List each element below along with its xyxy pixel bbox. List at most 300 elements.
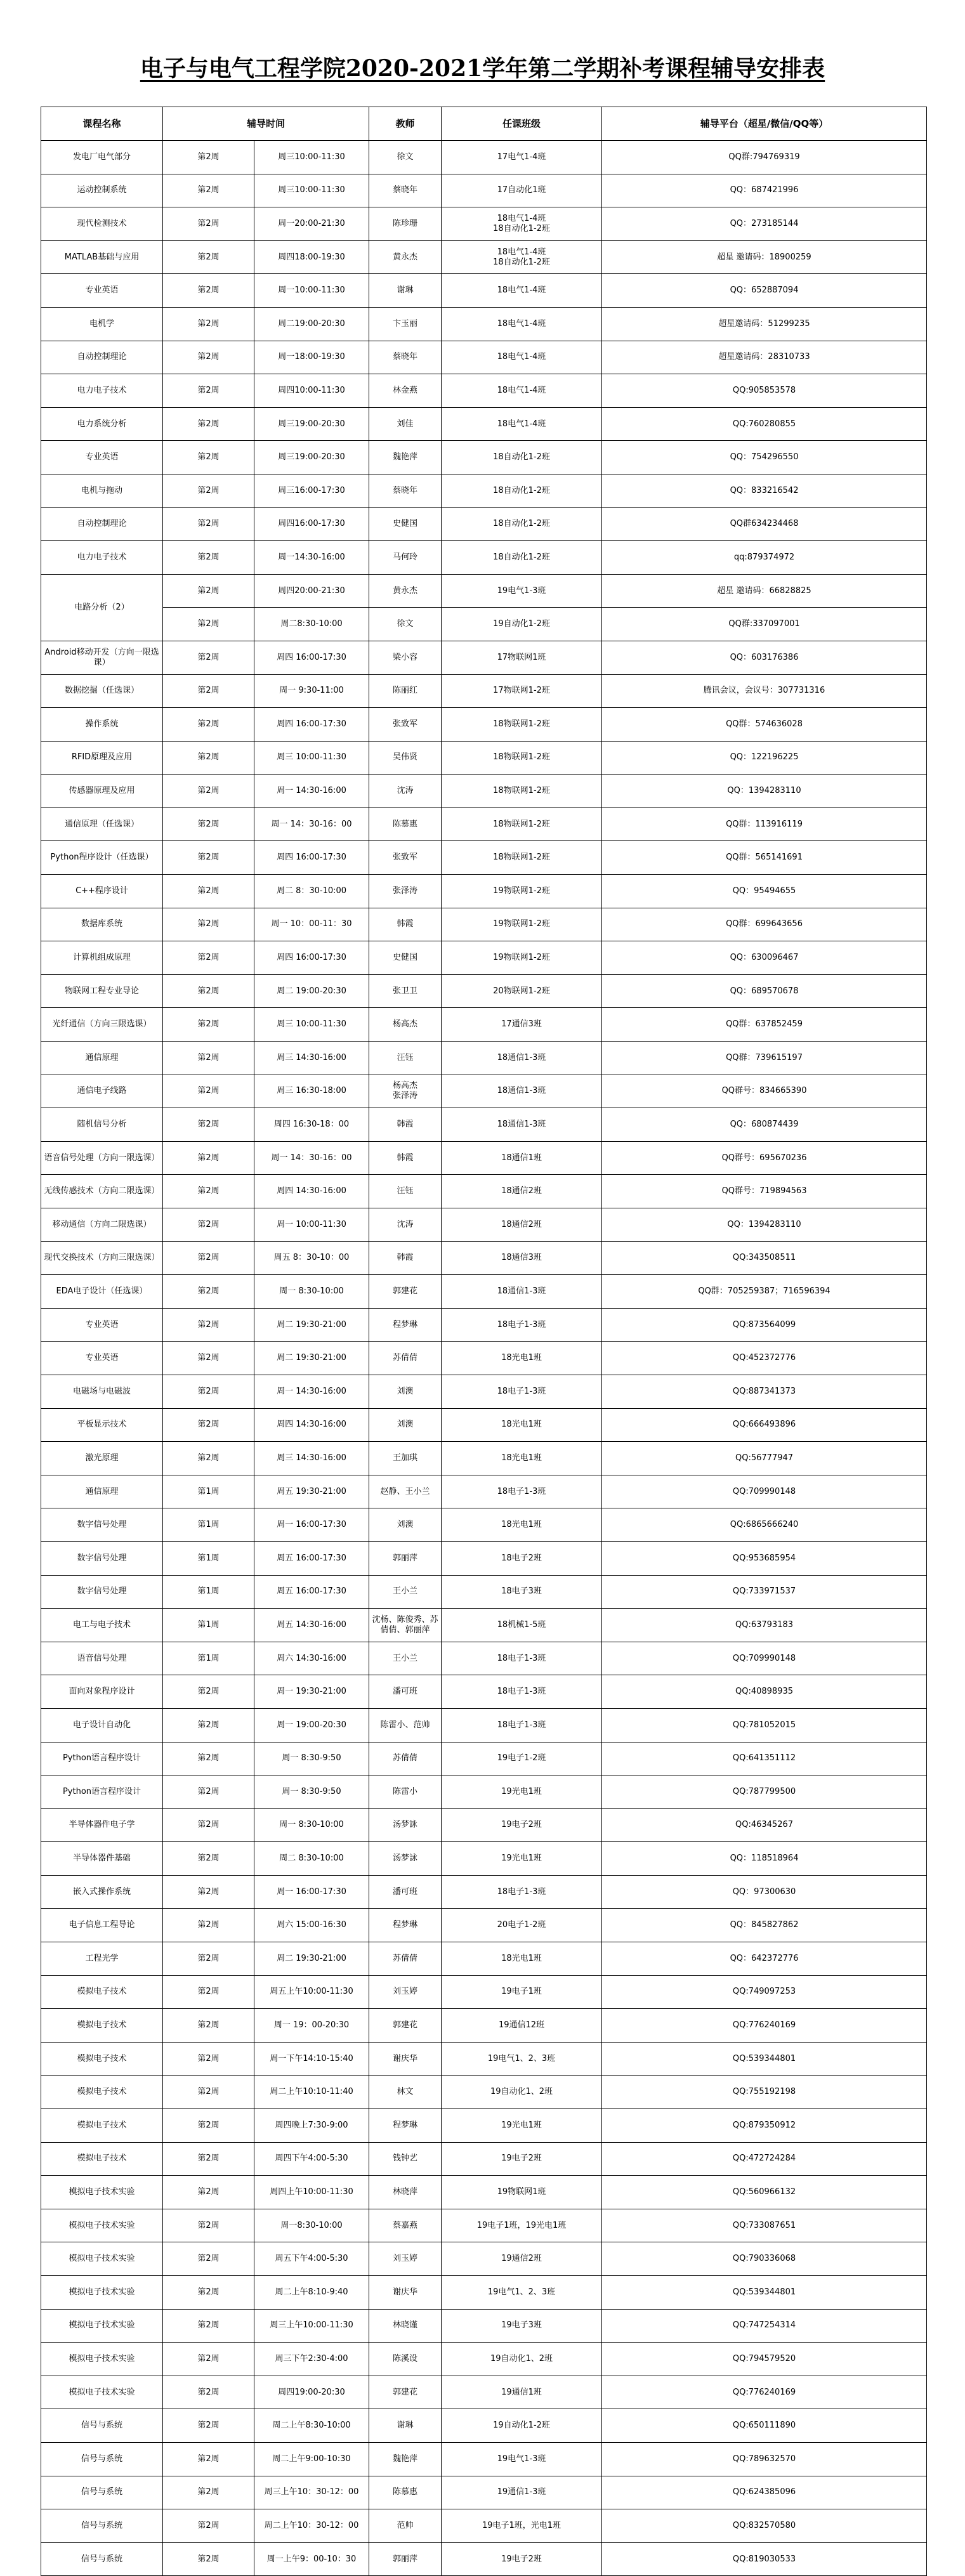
class-cell: 18通信3班 [442, 1241, 602, 1275]
platform-cell: QQ群：739615197 [602, 1042, 927, 1075]
class-cell: 18通信2班 [442, 1175, 602, 1208]
class-cell: 20物联网1-2班 [442, 974, 602, 1008]
platform-cell: QQ:40898935 [602, 1675, 927, 1709]
table-row [41, 2476, 927, 2509]
platform-cell: QQ：687421996 [602, 174, 927, 207]
week-cell: 第2周 [163, 741, 254, 775]
course-cell: 信号与系统 [41, 2476, 163, 2509]
table-row [41, 974, 927, 1008]
table-row [41, 1208, 927, 1242]
table-row [41, 240, 927, 274]
time-cell: 周六 15:00-16:30 [254, 1909, 369, 1942]
table-row [41, 708, 927, 742]
course-cell: 信号与系统 [41, 2442, 163, 2476]
platform-cell: QQ：603176386 [602, 641, 927, 674]
table-row [41, 274, 927, 308]
time-cell: 周一 8:30-9:50 [254, 1742, 369, 1775]
table-row [41, 1675, 927, 1709]
table-row [41, 1408, 927, 1442]
class-cell: 19电子1班，光电1班 [442, 2509, 602, 2543]
teacher-cell: 谢庆华 [369, 2276, 442, 2310]
week-cell: 第1周 [163, 1541, 254, 1575]
teacher-cell: 杨高杰 [369, 1008, 442, 1042]
class-cell: 19电气1-3班 [442, 574, 602, 608]
header-course: 课程名称 [41, 107, 163, 141]
week-cell: 第2周 [163, 674, 254, 708]
class-cell: 19通信2班 [442, 2242, 602, 2276]
time-cell: 周二上午8:30-10:00 [254, 2409, 369, 2443]
platform-cell: QQ:832570580 [602, 2509, 927, 2543]
course-cell: 通信原理 [41, 1042, 163, 1075]
class-cell: 18电子1-3班 [442, 1375, 602, 1408]
time-cell: 周二19:00-20:30 [254, 307, 369, 341]
time-cell: 周四上午10:00-11:30 [254, 2176, 369, 2209]
course-cell: 电子信息工程导论 [41, 1909, 163, 1942]
time-cell: 周二8:30-10:00 [254, 608, 369, 641]
time-cell: 周四 16:30-18：00 [254, 1108, 369, 1142]
class-cell: 19电子2班 [442, 2542, 602, 2576]
time-cell: 周五上午10:00-11:30 [254, 1975, 369, 2009]
course-cell: 通信原理 [41, 1475, 163, 1508]
time-cell: 周二上午10:10-11:40 [254, 2076, 369, 2109]
teacher-cell: 蔡晓年 [369, 474, 442, 507]
teacher-cell: 林晓萍 [369, 2176, 442, 2209]
teacher-cell: 程梦琳 [369, 1909, 442, 1942]
course-cell: 模拟电子技术 [41, 2076, 163, 2109]
platform-cell: QQ:873564099 [602, 1308, 927, 1342]
week-cell: 第2周 [163, 1175, 254, 1208]
class-cell: 18电气1-4班 [442, 407, 602, 441]
course-cell: C++程序设计 [41, 875, 163, 908]
course-cell: 平板显示技术 [41, 1408, 163, 1442]
time-cell: 周三 16:30-18:00 [254, 1075, 369, 1108]
table-row [41, 1342, 927, 1375]
table-row [41, 1241, 927, 1275]
course-cell: 数据库系统 [41, 908, 163, 941]
teacher-cell: 张致军 [369, 841, 442, 875]
class-cell: 20电子1-2班 [442, 1909, 602, 1942]
teacher-cell: 刘玉婷 [369, 2242, 442, 2276]
table-row [41, 1942, 927, 1976]
platform-cell: QQ:776240169 [602, 2009, 927, 2043]
platform-cell: 腾讯会议，会议号：307731316 [602, 674, 927, 708]
teacher-cell: 汪钰 [369, 1042, 442, 1075]
course-cell: Python语言程序设计 [41, 1775, 163, 1809]
week-cell: 第2周 [163, 2343, 254, 2376]
time-cell: 周一 16:00-17:30 [254, 1875, 369, 1909]
time-cell: 周二 19:30-21:00 [254, 1308, 369, 1342]
table-row [41, 2242, 927, 2276]
table-row [41, 1775, 927, 1809]
week-cell: 第2周 [163, 2442, 254, 2476]
platform-cell: 超星邀请码：51299235 [602, 307, 927, 341]
week-cell: 第1周 [163, 1475, 254, 1508]
class-cell: 18通信1-3班 [442, 1275, 602, 1309]
week-cell: 第2周 [163, 1442, 254, 1475]
table-row [41, 1742, 927, 1775]
table-row [41, 441, 927, 474]
class-cell: 17物联网1班 [442, 641, 602, 674]
course-cell: 模拟电子技术 [41, 2009, 163, 2043]
week-cell: 第2周 [163, 1675, 254, 1709]
table-row [41, 2109, 927, 2143]
course-cell: 电力系统分析 [41, 407, 163, 441]
time-cell: 周一8:30-10:00 [254, 2209, 369, 2242]
course-cell: 数字信号处理 [41, 1575, 163, 1609]
course-cell: 无线传感技术（方向二限选课） [41, 1175, 163, 1208]
teacher-cell: 魏艳萍 [369, 2442, 442, 2476]
class-cell: 19自动化1、2班 [442, 2076, 602, 2109]
table-row [41, 1642, 927, 1675]
class-cell: 18光电1班 [442, 1942, 602, 1976]
teacher-cell: 徐文 [369, 608, 442, 641]
course-cell: 随机信号分析 [41, 1108, 163, 1142]
week-cell: 第2周 [163, 1408, 254, 1442]
platform-cell: QQ群:794769319 [602, 141, 927, 174]
teacher-cell: 郭丽萍 [369, 2542, 442, 2576]
teacher-cell: 谢庆华 [369, 2042, 442, 2076]
week-cell: 第2周 [163, 1375, 254, 1408]
time-cell: 周五下午4:00-5:30 [254, 2242, 369, 2276]
platform-cell: QQ:539344801 [602, 2276, 927, 2310]
table-row [41, 841, 927, 875]
time-cell: 周四 16:00-17:30 [254, 841, 369, 875]
class-cell: 18光电1班 [442, 1508, 602, 1542]
teacher-cell: 郭丽萍 [369, 1541, 442, 1575]
platform-cell: QQ:879350912 [602, 2109, 927, 2143]
platform-cell: QQ：652887094 [602, 274, 927, 308]
platform-cell: QQ:56777947 [602, 1442, 927, 1475]
table-row [41, 1541, 927, 1575]
course-cell: 专业英语 [41, 441, 163, 474]
course-cell: 电力电子技术 [41, 541, 163, 575]
table-row [41, 307, 927, 341]
table-row [41, 2542, 927, 2576]
platform-cell: QQ:953685954 [602, 1541, 927, 1575]
class-cell: 19自动化1-2班 [442, 608, 602, 641]
time-cell: 周一 8:30-10:00 [254, 1808, 369, 1842]
table-row [41, 1842, 927, 1876]
time-cell: 周三19:00-20:30 [254, 441, 369, 474]
table-row [41, 1042, 927, 1075]
platform-cell: QQ:794579520 [602, 2343, 927, 2376]
class-cell: 19物联网1-2班 [442, 941, 602, 975]
week-cell: 第1周 [163, 1609, 254, 1642]
table-row [41, 908, 927, 941]
class-cell: 18电子1-3班 [442, 1708, 602, 1742]
class-cell: 19电子1-2班 [442, 1742, 602, 1775]
platform-cell: QQ：97300630 [602, 1875, 927, 1909]
platform-cell: QQ群634234468 [602, 507, 927, 541]
platform-cell: QQ:747254314 [602, 2309, 927, 2343]
course-cell: 现代交换技术（方向三限选课） [41, 1241, 163, 1275]
teacher-cell: 潘可班 [369, 1875, 442, 1909]
teacher-cell: 蔡晓年 [369, 174, 442, 207]
class-cell: 18电气1-4班 [442, 374, 602, 408]
teacher-cell: 沈涛 [369, 1208, 442, 1242]
time-cell: 周一 8:30-9:50 [254, 1775, 369, 1809]
teacher-cell: 汤梦詠 [369, 1842, 442, 1876]
class-cell: 18通信1-3班 [442, 1075, 602, 1108]
week-cell: 第2周 [163, 1308, 254, 1342]
time-cell: 周三上午10:00-11:30 [254, 2309, 369, 2343]
time-cell: 周一上午9：00-10：30 [254, 2542, 369, 2576]
time-cell: 周一 16:00-17:30 [254, 1508, 369, 1542]
class-cell: 18电气1-4班 [442, 307, 602, 341]
week-cell: 第2周 [163, 1075, 254, 1108]
class-cell: 18自动化1-2班 [442, 441, 602, 474]
week-cell: 第2周 [163, 2209, 254, 2242]
class-cell: 18光电1班 [442, 1408, 602, 1442]
table-row [41, 1575, 927, 1609]
week-cell: 第2周 [163, 240, 254, 274]
platform-cell: QQ群：574636028 [602, 708, 927, 742]
platform-cell: QQ:760280855 [602, 407, 927, 441]
teacher-cell: 苏倩倩 [369, 1342, 442, 1375]
table-row [41, 1475, 927, 1508]
time-cell: 周一 10:00-11:30 [254, 1208, 369, 1242]
course-cell: Android移动开发（方向一限选课） [41, 641, 163, 674]
time-cell: 周一 14:30-16:00 [254, 775, 369, 808]
course-cell: 通信原理（任选课） [41, 807, 163, 841]
time-cell: 周三 10:00-11:30 [254, 1008, 369, 1042]
class-cell: 19电气1-3班 [442, 2442, 602, 2476]
platform-cell: QQ：642372776 [602, 1942, 927, 1976]
table-body [41, 141, 927, 2576]
platform-cell: QQ：273185144 [602, 207, 927, 241]
course-cell: 计算机组成原理 [41, 941, 163, 975]
week-cell: 第2周 [163, 708, 254, 742]
week-cell: 第2周 [163, 1742, 254, 1775]
platform-cell: QQ：689570678 [602, 974, 927, 1008]
platform-cell: QQ:6865666240 [602, 1508, 927, 1542]
week-cell: 第2周 [163, 2009, 254, 2043]
course-cell: 电工与电子技术 [41, 1609, 163, 1642]
week-cell: 第2周 [163, 374, 254, 408]
platform-cell: QQ:650111890 [602, 2409, 927, 2443]
class-cell: 18电气1-4班 [442, 274, 602, 308]
table-row [41, 574, 927, 608]
table-row [41, 941, 927, 975]
course-cell: 模拟电子技术实验 [41, 2242, 163, 2276]
table-row [41, 141, 927, 174]
class-cell: 19物联网1-2班 [442, 875, 602, 908]
time-cell: 周四10:00-11:30 [254, 374, 369, 408]
platform-cell: QQ：833216542 [602, 474, 927, 507]
teacher-cell: 赵静、王小兰 [369, 1475, 442, 1508]
class-cell: 19电子2班 [442, 2142, 602, 2176]
class-cell: 19通信1班 [442, 2376, 602, 2409]
time-cell: 周五 14:30-16:00 [254, 1609, 369, 1642]
week-cell: 第2周 [163, 2542, 254, 2576]
teacher-cell: 梁小容 [369, 641, 442, 674]
teacher-cell: 张泽涛 [369, 875, 442, 908]
class-cell: 18自动化1-2班 [442, 474, 602, 507]
time-cell: 周一10:00-11:30 [254, 274, 369, 308]
time-cell: 周三 14:30-16:00 [254, 1042, 369, 1075]
week-cell: 第2周 [163, 2109, 254, 2143]
course-cell: 发电厂电气部分 [41, 141, 163, 174]
course-cell: MATLAB基础与应用 [41, 240, 163, 274]
table-row [41, 174, 927, 207]
teacher-cell: 陈丽红 [369, 674, 442, 708]
class-cell: 18通信1-3班 [442, 1108, 602, 1142]
teacher-cell: 潘可班 [369, 1675, 442, 1709]
platform-cell: QQ:905853578 [602, 374, 927, 408]
class-cell: 19电子1班，19光电1班 [442, 2209, 602, 2242]
week-cell: 第2周 [163, 1842, 254, 1876]
week-cell: 第2周 [163, 1108, 254, 1142]
platform-cell: QQ:755192198 [602, 2076, 927, 2109]
platform-cell: QQ:733087651 [602, 2209, 927, 2242]
page-title: 电子与电气工程学院2020-2021学年第二学期补考课程辅导安排表 [140, 55, 825, 82]
week-cell: 第2周 [163, 507, 254, 541]
teacher-cell: 徐文 [369, 141, 442, 174]
class-cell: 19物联网1-2班 [442, 908, 602, 941]
platform-cell: QQ：754296550 [602, 441, 927, 474]
time-cell: 周五 19:30-21:00 [254, 1475, 369, 1508]
week-cell: 第2周 [163, 1241, 254, 1275]
table-row [41, 2509, 927, 2543]
platform-cell: QQ：1394283110 [602, 1208, 927, 1242]
teacher-cell: 韩霞 [369, 908, 442, 941]
time-cell: 周四 16:00-17:30 [254, 708, 369, 742]
course-cell: 嵌入式操作系统 [41, 1875, 163, 1909]
teacher-cell: 黄永杰 [369, 574, 442, 608]
course-cell: 专业英语 [41, 1342, 163, 1375]
time-cell: 周一 10：00-11：30 [254, 908, 369, 941]
table-row [41, 1508, 927, 1542]
table-row [41, 608, 927, 641]
course-cell: 移动通信（方向二限选课） [41, 1208, 163, 1242]
time-cell: 周五 8：30-10：00 [254, 1241, 369, 1275]
platform-cell: QQ:819030533 [602, 2542, 927, 2576]
platform-cell: QQ：680874439 [602, 1108, 927, 1142]
class-cell: 18通信1-3班 [442, 1042, 602, 1075]
class-cell: 17通信3班 [442, 1008, 602, 1042]
teacher-cell: 范帅 [369, 2509, 442, 2543]
week-cell: 第2周 [163, 875, 254, 908]
class-cell: 18光电1班 [442, 1342, 602, 1375]
course-cell: 数据挖掘（任选课） [41, 674, 163, 708]
class-cell: 19电子1班 [442, 1975, 602, 2009]
week-cell: 第2周 [163, 1208, 254, 1242]
teacher-cell: 卞玉丽 [369, 307, 442, 341]
table-row [41, 875, 927, 908]
class-cell: 18物联网1-2班 [442, 775, 602, 808]
class-cell: 18物联网1-2班 [442, 741, 602, 775]
teacher-cell: 刘澳 [369, 1375, 442, 1408]
teacher-cell: 谢琳 [369, 2409, 442, 2443]
time-cell: 周二 19:00-20:30 [254, 974, 369, 1008]
time-cell: 周一 14：30-16：00 [254, 1141, 369, 1175]
platform-cell: QQ群号：834665390 [602, 1075, 927, 1108]
table-row [41, 1008, 927, 1042]
time-cell: 周四 14:30-16:00 [254, 1175, 369, 1208]
time-cell: 周一 8:30-10:00 [254, 1275, 369, 1309]
course-cell: 通信电子线路 [41, 1075, 163, 1108]
time-cell: 周二上午9:00-10:30 [254, 2442, 369, 2476]
course-cell: 模拟电子技术实验 [41, 2176, 163, 2209]
course-cell: 半导体器件电子学 [41, 1808, 163, 1842]
platform-cell: QQ:624385096 [602, 2476, 927, 2509]
class-cell: 19通信12班 [442, 2009, 602, 2043]
platform-cell: QQ:790336068 [602, 2242, 927, 2276]
teacher-cell: 苏倩倩 [369, 1742, 442, 1775]
week-cell: 第1周 [163, 1508, 254, 1542]
header-class: 任课班级 [442, 107, 602, 141]
time-cell: 周五 16:00-17:30 [254, 1541, 369, 1575]
course-cell: 传感器原理及应用 [41, 775, 163, 808]
class-cell: 19电子2班 [442, 1808, 602, 1842]
teacher-cell: 林晓谨 [369, 2309, 442, 2343]
class-cell: 19光电1班 [442, 1842, 602, 1876]
platform-cell: qq:879374972 [602, 541, 927, 575]
class-cell: 18电气1-4班 18自动化1-2班 [442, 240, 602, 274]
teacher-cell: 谢琳 [369, 274, 442, 308]
week-cell: 第2周 [163, 441, 254, 474]
class-cell: 19电气1、2、3班 [442, 2276, 602, 2310]
class-cell: 18电子1-3班 [442, 1875, 602, 1909]
table-row [41, 807, 927, 841]
week-cell: 第2周 [163, 1975, 254, 2009]
table-row [41, 2076, 927, 2109]
table-row [41, 474, 927, 507]
table-row [41, 2176, 927, 2209]
week-cell: 第2周 [163, 941, 254, 975]
platform-cell: QQ:789632570 [602, 2442, 927, 2476]
table-row [41, 2276, 927, 2310]
class-cell: 18电子1-3班 [442, 1675, 602, 1709]
time-cell: 周一 14:30-16:00 [254, 1375, 369, 1408]
course-cell: 电磁场与电磁波 [41, 1375, 163, 1408]
course-cell: 面向对象程序设计 [41, 1675, 163, 1709]
course-cell: 工程光学 [41, 1942, 163, 1976]
time-cell: 周三19:00-20:30 [254, 407, 369, 441]
week-cell: 第2周 [163, 1342, 254, 1375]
class-cell: 19自动化1-2班 [442, 2409, 602, 2443]
teacher-cell: 汪钰 [369, 1175, 442, 1208]
time-cell: 周一 19：00-20:30 [254, 2009, 369, 2043]
table-row [41, 741, 927, 775]
week-cell: 第2周 [163, 2409, 254, 2443]
week-cell: 第2周 [163, 974, 254, 1008]
time-cell: 周四 14:30-16:00 [254, 1408, 369, 1442]
class-cell: 18通信2班 [442, 1208, 602, 1242]
table-row [41, 2009, 927, 2043]
platform-cell: QQ：845827862 [602, 1909, 927, 1942]
platform-cell: QQ：95494655 [602, 875, 927, 908]
class-cell: 18物联网1-2班 [442, 841, 602, 875]
course-cell: 信号与系统 [41, 2409, 163, 2443]
week-cell: 第2周 [163, 341, 254, 374]
time-cell: 周三 14:30-16:00 [254, 1442, 369, 1475]
teacher-cell: 韩霞 [369, 1241, 442, 1275]
class-cell: 18通信1班 [442, 1141, 602, 1175]
course-cell: 数字信号处理 [41, 1541, 163, 1575]
platform-cell: 超星 邀请码：18900259 [602, 240, 927, 274]
table-row [41, 541, 927, 575]
table-row [41, 1708, 927, 1742]
platform-cell: QQ群：565141691 [602, 841, 927, 875]
week-cell: 第1周 [163, 1575, 254, 1609]
time-cell: 周二上午8:10-9:40 [254, 2276, 369, 2310]
table-row [41, 374, 927, 408]
course-cell: 数字信号处理 [41, 1508, 163, 1542]
class-cell: 17物联网1-2班 [442, 674, 602, 708]
time-cell: 周四 16:00-17:30 [254, 641, 369, 674]
class-cell: 18自动化1-2班 [442, 541, 602, 575]
